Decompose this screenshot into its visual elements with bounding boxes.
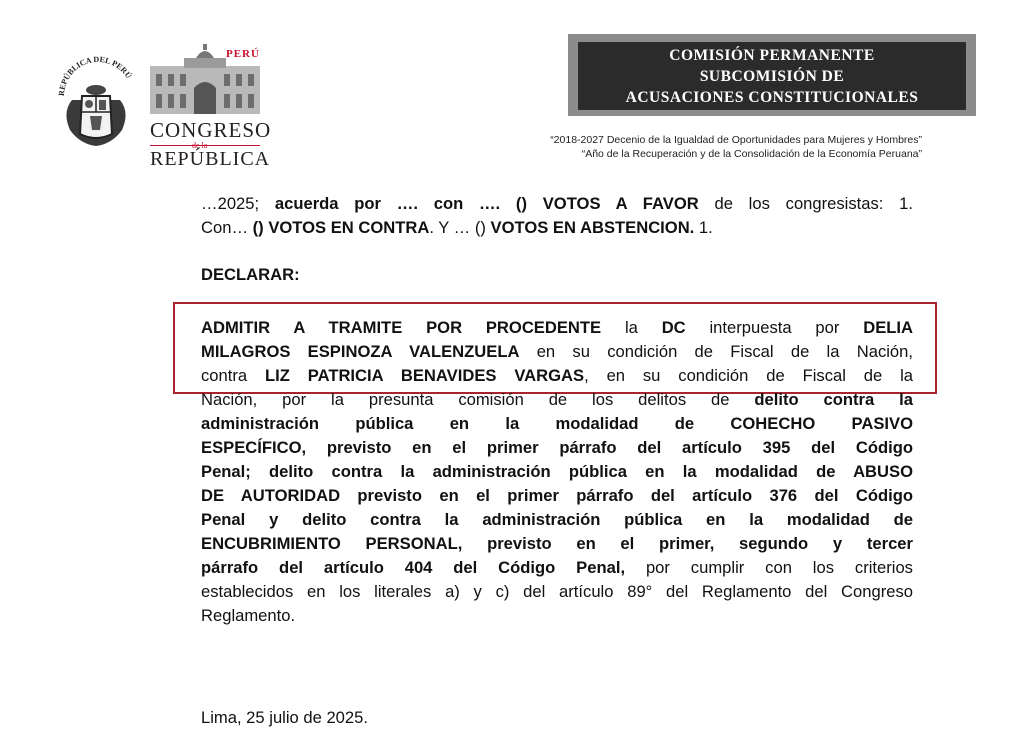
bold-run: DELIA (863, 318, 913, 337)
voting-line-2 (201, 216, 913, 240)
bold-run: ADMITIR A TRAMITE POR PROCEDENTE (201, 318, 602, 337)
paragraph-line (201, 532, 913, 556)
text-run: de los congresistas: 1. (698, 194, 914, 213)
resolution-paragraph (201, 316, 913, 628)
text-run: 1. (694, 218, 713, 237)
paragraph-line (201, 364, 913, 388)
text-run: Reglamento. (201, 606, 296, 625)
paragraph-line (201, 604, 913, 628)
bold-run: delito contra la (754, 390, 913, 409)
bold-run: LIZ PATRICIA BENAVIDES VARGAS (264, 366, 585, 385)
commission-banner (578, 42, 966, 110)
bold-run: DC (661, 318, 686, 337)
bold-run: párrafo del artículo 404 del Código Penal, (201, 558, 626, 577)
text-run: …2025; (201, 194, 275, 213)
banner-line-1: COMISIÓN PERMANENTE (669, 47, 875, 64)
bold-run: DE AUTORIDAD previsto en el primer párrafo del artículo 376 del Código (201, 486, 913, 505)
paragraph-line (201, 388, 913, 412)
paragraph-line (201, 508, 913, 532)
text-run: contra (201, 366, 265, 385)
bold-run: MILAGROS ESPINOZA VALENZUELA (201, 342, 520, 361)
logo-peru-text: PERÚ (226, 48, 260, 60)
bold-run: ESPECÍFICO, previsto en el primer párrafo del artículo 395 del Código (201, 438, 913, 457)
bold-run: Penal; delito contra la administración pública en la modalidad de ABUSO (201, 462, 913, 481)
decenio-line-1: “2018-2027 Decenio de la Igualdad de Oportunidades para Mujeres y Hombres” (550, 134, 922, 146)
paragraph-line (201, 412, 913, 436)
paragraph-line (201, 316, 913, 340)
decenio-slogan (550, 133, 922, 161)
text-run: . Y … () (429, 218, 491, 237)
paragraph-line (201, 484, 913, 508)
text-run: interpuesta por (685, 318, 864, 337)
text-run: Nación, por la presunta comisión de los delitos de (201, 390, 755, 409)
paragraph-line (201, 436, 913, 460)
bold-run: Penal y delito contra la administración pública en la modalidad de (201, 510, 913, 529)
paragraph-line (201, 340, 913, 364)
logo-republica-text: REPÚBLICA (150, 148, 271, 170)
bold-run: VOTOS EN ABSTENCION. (490, 218, 695, 237)
text-run: en su condición de Fiscal de la Nación, (519, 342, 913, 361)
text-run: establecidos en los literales a) y c) del artículo 89° del Reglamento del Congreso (201, 582, 913, 601)
text-run: Con… (201, 218, 253, 237)
declarar-heading: DECLARAR: (201, 265, 300, 284)
banner-line-3: ACUSACIONES CONSTITUCIONALES (625, 89, 919, 106)
banner-line-2: SUBCOMISIÓN DE (699, 68, 845, 85)
decenio-line-2: “Año de la Recuperación y de la Consolidación de la Economía Peruana” (581, 148, 922, 160)
date-line: Lima, 25 julio de 2025. (201, 708, 368, 727)
voting-paragraph (201, 192, 913, 240)
svg-text:REPÚBLICA DEL PERÚ: REPÚBLICA DEL PERÚ (56, 54, 134, 97)
text-run: por cumplir con los criterios (625, 558, 913, 577)
bold-run: administración pública en la modalidad de COHECHO PASIVO (201, 414, 913, 433)
logo-dela-text: de la (192, 141, 208, 150)
paragraph-line (201, 580, 913, 604)
text-run: la (601, 318, 662, 337)
voting-line-1 (201, 192, 913, 216)
paragraph-line (201, 556, 913, 580)
logo-congreso-text: CONGRESO (150, 118, 272, 142)
paragraph-line (201, 460, 913, 484)
bold-run: ENCUBRIMIENTO PERSONAL, previsto en el primer, segundo y tercer (201, 534, 913, 553)
congreso-logo (146, 44, 272, 170)
text-run: , en su condición de Fiscal de la (584, 366, 914, 385)
bold-run: () VOTOS EN CONTRA (252, 218, 430, 237)
bold-run: acuerda por …. con …. () VOTOS A FAVOR (274, 194, 699, 213)
peru-coat-of-arms-icon (56, 50, 136, 150)
